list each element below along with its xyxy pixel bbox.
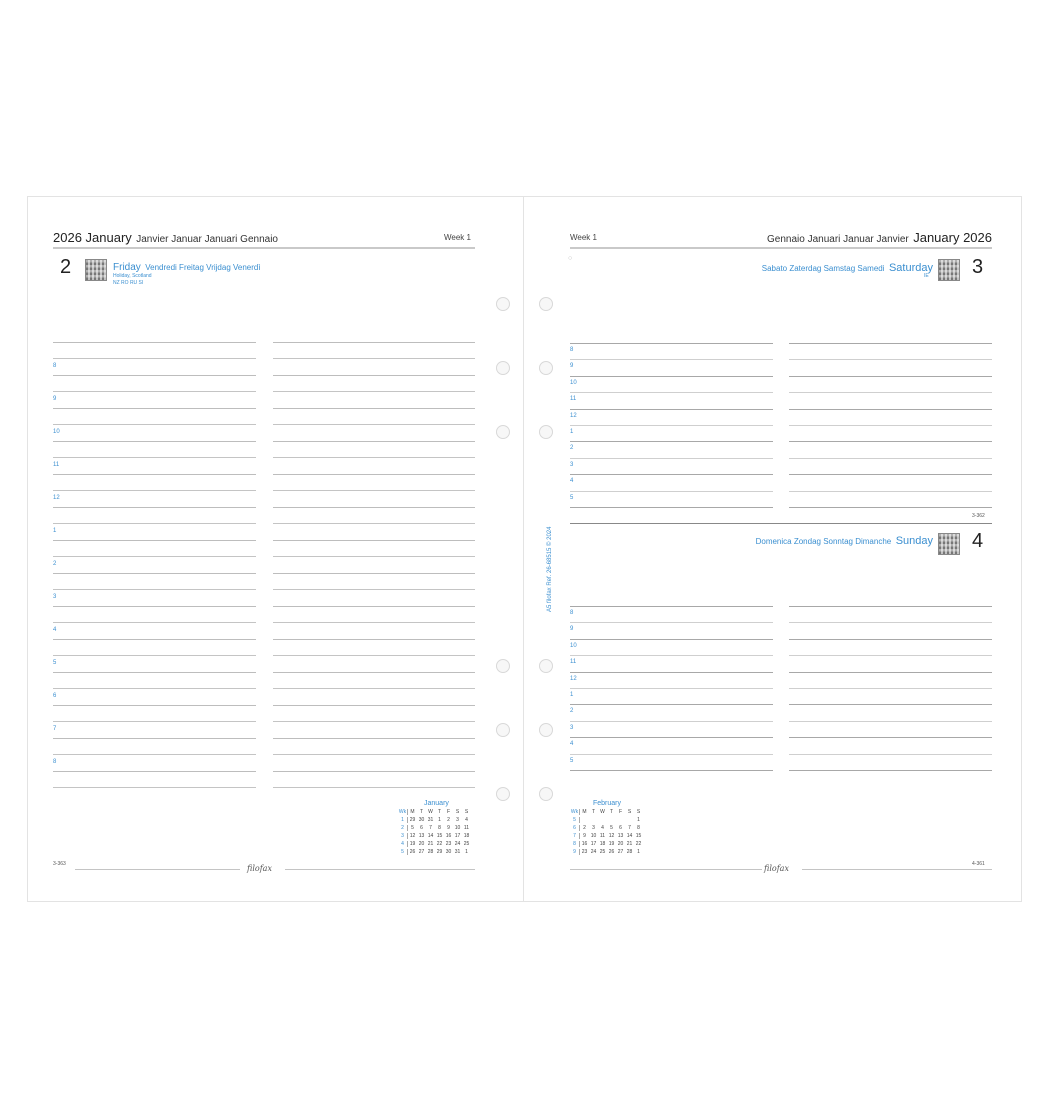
mini-cal-week-row: [570, 841, 643, 847]
half-hour-rule: [53, 754, 256, 755]
hour-label: 9: [570, 363, 574, 369]
mini-cal-january-title: January: [424, 800, 449, 807]
calendar-day: F: [446, 809, 451, 815]
hour-rule: [273, 672, 475, 673]
header-rule-left: [53, 247, 475, 249]
week-number: 9: [570, 849, 580, 855]
half-hour-rule: [53, 556, 256, 557]
hour-label: 10: [570, 643, 577, 649]
hour-label: 8: [570, 347, 574, 353]
mini-cal-week-row: [570, 833, 643, 839]
half-hour-rule: [273, 688, 475, 689]
hour-rule: [273, 540, 475, 541]
hour-rule: [789, 704, 992, 705]
hour-label: 3: [53, 594, 57, 600]
hour-label: 12: [570, 676, 577, 682]
calendar-day: 3: [456, 817, 459, 823]
hour-rule: [789, 639, 992, 640]
saturday-day-label: [762, 258, 933, 276]
hour-label: 9: [570, 626, 574, 632]
holiday-regions: NZ RO RU SI: [113, 280, 144, 286]
qr-code-icon: [938, 533, 960, 555]
hour-rule: [53, 474, 256, 475]
calendar-day: F: [618, 809, 623, 815]
mini-cal-week-row: [398, 817, 471, 823]
calendar-day: 1: [465, 849, 468, 855]
page-code-left: 3-363: [53, 861, 66, 867]
calendar-day: 11: [463, 825, 470, 831]
hour-rule: [789, 376, 992, 377]
week-number: 7: [570, 833, 580, 839]
calendar-day: 6: [619, 825, 622, 831]
month-translations: Janvier Januar Januari Gennaio: [136, 234, 278, 245]
calendar-day: 26: [608, 849, 615, 855]
ring-hole-icon: [496, 425, 510, 439]
hour-rule: [570, 491, 773, 492]
month-translations-right: Gennaio Januari Januar Janvier: [767, 234, 909, 245]
hour-label: 4: [53, 627, 57, 633]
calendar-day: [580, 817, 589, 823]
calendar-day: T: [591, 809, 596, 815]
mini-cal-header: [398, 809, 471, 815]
half-hour-rule: [53, 787, 256, 788]
calendar-day: 8: [438, 825, 441, 831]
calendar-day: 28: [626, 849, 633, 855]
hour-rule: [789, 491, 992, 492]
week-number: 2: [398, 825, 408, 831]
hour-label: 1: [570, 429, 574, 435]
hour-rule: [789, 507, 992, 508]
half-hour-rule: [53, 589, 256, 590]
half-hour-rule: [273, 622, 475, 623]
half-hour-rule: [53, 490, 256, 491]
calendar-day: W: [428, 809, 433, 815]
hour-label: 3: [570, 725, 574, 731]
hour-rule: [53, 342, 256, 343]
half-hour-rule: [53, 358, 256, 359]
calendar-day: 23: [445, 841, 452, 847]
half-hour-rule: [53, 721, 256, 722]
hour-rule: [570, 474, 773, 475]
half-hour-rule: [53, 688, 256, 689]
mini-cal-week-row: [570, 817, 643, 823]
calendar-day: S: [455, 809, 460, 815]
calendar-day: 16: [445, 833, 452, 839]
hour-label: 11: [570, 659, 577, 665]
calendar-day: [607, 817, 616, 823]
ring-hole-icon: [496, 787, 510, 801]
half-hour-rule: [53, 655, 256, 656]
hour-rule: [53, 705, 256, 706]
week-number: Wk: [570, 809, 579, 815]
half-hour-rule: [273, 424, 475, 425]
hour-rule: [789, 688, 992, 689]
hour-rule: [53, 672, 256, 673]
calendar-day: W: [600, 809, 605, 815]
calendar-day: 29: [409, 817, 416, 823]
calendar-day: 5: [411, 825, 414, 831]
hour-rule: [570, 754, 773, 755]
footer-rule-left-b: [285, 869, 475, 870]
calendar-day: 15: [436, 833, 443, 839]
half-hour-rule: [53, 523, 256, 524]
day-separator: [570, 523, 992, 524]
calendar-day: 13: [617, 833, 624, 839]
year-month: 2026 January: [53, 230, 132, 245]
week-number: 6: [570, 825, 580, 831]
hour-rule: [53, 507, 256, 508]
calendar-day: 6: [420, 825, 423, 831]
calendar-day: S: [627, 809, 632, 815]
calendar-day: 13: [418, 833, 425, 839]
ring-hole-icon: [539, 297, 553, 311]
ring-hole-icon: [496, 361, 510, 375]
calendar-day: 11: [599, 833, 606, 839]
hour-rule: [789, 425, 992, 426]
hour-label: 2: [570, 445, 574, 451]
hour-label: 11: [570, 396, 577, 402]
day-number-friday: 2: [60, 256, 72, 278]
mini-cal-header: [570, 809, 643, 815]
week-number: Wk: [398, 809, 407, 815]
calendar-day: 31: [427, 817, 434, 823]
week-number: 5: [570, 817, 580, 823]
hour-rule: [570, 441, 773, 442]
hour-rule: [789, 606, 992, 607]
hour-rule: [53, 606, 256, 607]
calendar-day: 27: [617, 849, 624, 855]
sunday-day-label: [756, 531, 933, 549]
filofax-logo-left: filofax: [247, 864, 272, 873]
calendar-day: T: [609, 809, 614, 815]
hour-rule: [789, 721, 992, 722]
calendar-day: 7: [628, 825, 631, 831]
hour-rule: [789, 655, 992, 656]
calendar-day: [589, 817, 598, 823]
hour-rule: [570, 721, 773, 722]
left-header: [53, 229, 278, 247]
mini-cal-week-row: [398, 825, 471, 831]
calendar-day: S: [636, 809, 641, 815]
half-hour-rule: [273, 523, 475, 524]
hour-label: 9: [53, 396, 57, 402]
calendar-day: 23: [581, 849, 588, 855]
calendar-day: 25: [463, 841, 470, 847]
half-hour-rule: [273, 655, 475, 656]
calendar-day: 12: [409, 833, 416, 839]
calendar-day: 27: [418, 849, 425, 855]
hour-label: 8: [53, 759, 57, 765]
month-year: January 2026: [913, 230, 992, 245]
hour-label: 6: [53, 693, 57, 699]
calendar-day: 30: [418, 817, 425, 823]
qr-code-icon: [85, 259, 107, 281]
hour-label: 7: [53, 726, 57, 732]
hour-label: 8: [53, 363, 57, 369]
hour-label: 3: [570, 462, 574, 468]
hour-rule: [273, 606, 475, 607]
calendar-day: 7: [429, 825, 432, 831]
mini-cal-week-row: [398, 833, 471, 839]
calendar-day: 17: [454, 833, 461, 839]
calendar-day: 19: [608, 841, 615, 847]
calendar-day: M: [582, 809, 587, 815]
hour-label: 2: [570, 708, 574, 714]
sunday-name: Sunday: [895, 535, 933, 547]
hour-rule: [53, 738, 256, 739]
hour-rule: [570, 704, 773, 705]
calendar-day: 3: [592, 825, 595, 831]
saturday-region: IE: [924, 273, 929, 279]
hour-rule: [273, 408, 475, 409]
hour-label: 11: [53, 462, 60, 468]
hour-label: 1: [570, 692, 574, 698]
week-number: 3: [398, 833, 408, 839]
hour-rule: [789, 441, 992, 442]
hour-rule: [570, 770, 773, 771]
hour-rule: [570, 688, 773, 689]
calendar-day: M: [410, 809, 415, 815]
hour-rule: [273, 738, 475, 739]
page-divider: [523, 196, 524, 902]
calendar-day: 1: [637, 817, 640, 823]
day-name: Friday: [113, 262, 141, 273]
hour-rule: [570, 376, 773, 377]
calendar-day: 20: [418, 841, 425, 847]
half-hour-rule: [273, 721, 475, 722]
hour-label: 4: [570, 741, 574, 747]
hour-rule: [273, 507, 475, 508]
ring-hole-icon: [496, 659, 510, 673]
hour-rule: [570, 409, 773, 410]
hour-rule: [789, 754, 992, 755]
hour-rule: [273, 441, 475, 442]
hour-label: 10: [570, 380, 577, 386]
hour-rule: [570, 425, 773, 426]
hour-rule: [273, 474, 475, 475]
ring-hole-icon: [539, 723, 553, 737]
footer-rule-left-a: [75, 869, 240, 870]
calendar-day: 9: [447, 825, 450, 831]
mini-cal-week-row: [570, 825, 643, 831]
calendar-day: 17: [590, 841, 597, 847]
calendar-day: 10: [454, 825, 461, 831]
hour-rule: [789, 770, 992, 771]
calendar-day: 9: [583, 833, 586, 839]
saturday-code: 3-362: [972, 513, 985, 519]
calendar-day: 4: [601, 825, 604, 831]
ring-hole-icon: [496, 723, 510, 737]
calendar-day: [598, 817, 607, 823]
hour-rule: [53, 639, 256, 640]
week-number: 1: [398, 817, 408, 823]
hour-rule: [273, 342, 475, 343]
hour-rule: [570, 737, 773, 738]
calendar-day: 31: [454, 849, 461, 855]
ring-hole-icon: [539, 787, 553, 801]
hour-label: 5: [570, 495, 574, 501]
hour-rule: [789, 458, 992, 459]
calendar-day: 12: [608, 833, 615, 839]
ring-hole-icon: [539, 361, 553, 375]
half-hour-rule: [273, 589, 475, 590]
half-hour-rule: [273, 457, 475, 458]
calendar-day: [625, 817, 634, 823]
half-hour-rule: [273, 556, 475, 557]
hour-rule: [570, 606, 773, 607]
hour-rule: [273, 771, 475, 772]
footer-rule-right-a: [570, 869, 762, 870]
ring-hole-icon: [539, 659, 553, 673]
calendar-day: 25: [599, 849, 606, 855]
diary-spread: [27, 196, 1022, 902]
hour-label: 2: [53, 561, 57, 567]
right-header: [767, 229, 992, 247]
calendar-day: 24: [454, 841, 461, 847]
half-hour-rule: [273, 754, 475, 755]
hour-rule: [273, 639, 475, 640]
hour-label: 12: [53, 495, 60, 501]
hour-rule: [789, 409, 992, 410]
half-hour-rule: [273, 787, 475, 788]
footer-rule-right-b: [802, 869, 992, 870]
hour-rule: [570, 639, 773, 640]
calendar-day: 14: [626, 833, 633, 839]
hour-rule: [273, 573, 475, 574]
calendar-day: 18: [463, 833, 470, 839]
calendar-day: 15: [635, 833, 642, 839]
half-hour-rule: [53, 424, 256, 425]
calendar-day: 4: [465, 817, 468, 823]
hour-rule: [570, 507, 773, 508]
mini-cal-week-row: [570, 849, 643, 855]
calendar-day: 22: [436, 841, 443, 847]
calendar-day: T: [437, 809, 442, 815]
calendar-day: 30: [445, 849, 452, 855]
hour-rule: [273, 375, 475, 376]
page-code-right: 4-361: [972, 861, 985, 867]
day-translations: Vendredi Freitag Vrijdag Venerdì: [145, 263, 261, 272]
header-rule-right: [570, 247, 992, 249]
calendar-day: 5: [610, 825, 613, 831]
week-number: 8: [570, 841, 580, 847]
calendar-day: 14: [427, 833, 434, 839]
half-hour-rule: [53, 391, 256, 392]
mini-cal-week-row: [398, 841, 471, 847]
calendar-day: 21: [626, 841, 633, 847]
calendar-day: 2: [447, 817, 450, 823]
day-number-sunday: 4: [972, 530, 984, 552]
calendar-day: 8: [637, 825, 640, 831]
calendar-day: 29: [436, 849, 443, 855]
calendar-day: 18: [599, 841, 606, 847]
half-hour-rule: [273, 490, 475, 491]
hour-rule: [570, 672, 773, 673]
hour-rule: [53, 573, 256, 574]
calendar-day: [616, 817, 625, 823]
saturday-name: Saturday: [888, 262, 933, 274]
hour-rule: [570, 458, 773, 459]
calendar-day: 1: [438, 817, 441, 823]
calendar-day: 20: [617, 841, 624, 847]
holiday-note: Holiday, Scotland: [113, 273, 152, 279]
hour-rule: [53, 375, 256, 376]
hour-rule: [789, 359, 992, 360]
calendar-day: 1: [637, 849, 640, 855]
spine-reference: A5 filofax Ref. 26-68515 © 2024: [547, 526, 553, 612]
hour-label: 4: [570, 478, 574, 484]
mini-cal-february-title: February: [593, 800, 622, 807]
hour-label: 8: [570, 610, 574, 616]
calendar-day: 26: [409, 849, 416, 855]
calendar-day: 28: [427, 849, 434, 855]
hour-rule: [789, 672, 992, 673]
hour-rule: [53, 771, 256, 772]
sunday-translations: Domenica Zondag Sonntag Dimanche: [755, 537, 892, 546]
hour-rule: [789, 622, 992, 623]
hour-rule: [53, 408, 256, 409]
calendar-day: 16: [581, 841, 588, 847]
hour-label: 10: [53, 429, 60, 435]
calendar-day: 24: [590, 849, 597, 855]
hour-rule: [789, 343, 992, 344]
calendar-day: 21: [427, 841, 434, 847]
day-number-saturday: 3: [972, 256, 984, 278]
calendar-day: 10: [590, 833, 597, 839]
hour-rule: [53, 441, 256, 442]
hour-rule: [273, 705, 475, 706]
hour-rule: [789, 737, 992, 738]
week-label-left: Week 1: [444, 233, 471, 242]
hour-rule: [570, 359, 773, 360]
hour-rule: [53, 540, 256, 541]
week-number: 4: [398, 841, 408, 847]
ring-hole-icon: [496, 297, 510, 311]
hour-rule: [570, 622, 773, 623]
calendar-day: T: [419, 809, 424, 815]
hour-label: 5: [53, 660, 57, 666]
half-hour-rule: [53, 457, 256, 458]
calendar-day: 2: [583, 825, 586, 831]
ring-hole-icon: [539, 425, 553, 439]
calendar-day: 22: [635, 841, 642, 847]
hour-rule: [789, 474, 992, 475]
hour-rule: [789, 392, 992, 393]
calendar-day: S: [464, 809, 469, 815]
half-hour-rule: [273, 358, 475, 359]
week-number: 5: [398, 849, 408, 855]
hour-rule: [570, 343, 773, 344]
hour-label: 1: [53, 528, 57, 534]
hour-label: 5: [570, 758, 574, 764]
half-hour-rule: [273, 391, 475, 392]
saturday-translations: Sabato Zaterdag Samstag Samedi: [761, 264, 885, 273]
hour-label: 12: [570, 413, 577, 419]
hour-rule: [570, 392, 773, 393]
qr-code-icon: [938, 259, 960, 281]
calendar-day: 19: [409, 841, 416, 847]
half-hour-rule: [53, 622, 256, 623]
hour-rule: [570, 655, 773, 656]
week-label-right: Week 1: [570, 233, 597, 242]
mini-cal-week-row: [398, 849, 471, 855]
moon-phase-icon: ○: [568, 255, 573, 262]
filofax-logo-right: filofax: [764, 864, 789, 873]
